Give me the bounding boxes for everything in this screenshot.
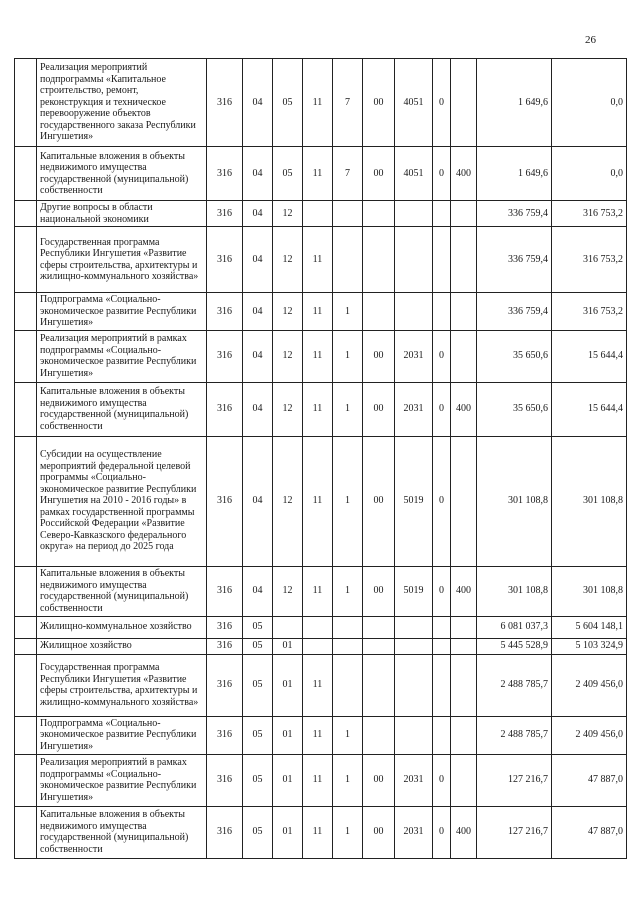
code-cell-c9 (451, 638, 477, 654)
code-cell-c8: 0 (433, 382, 451, 436)
code-cell-c9: 400 (451, 566, 477, 616)
code-cell-c1: 316 (207, 654, 243, 716)
table-row (15, 806, 627, 858)
code-cell-c6: 00 (363, 382, 395, 436)
row-margin-cell (15, 330, 37, 382)
row-margin-cell (15, 638, 37, 654)
code-cell-c6: 00 (363, 330, 395, 382)
code-cell-c2: 05 (243, 754, 273, 806)
table-row (15, 566, 627, 616)
row-name: Подпрограмма «Социально-экономическое развитие Республики Ингушетия» (37, 293, 207, 331)
code-cell-c6: 00 (363, 806, 395, 858)
code-cell-c1: 316 (207, 59, 243, 147)
row-name: Реализация мероприятий в рамках подпрограммы «Социально-экономическое развитие Республики Ингушетия» (37, 754, 207, 806)
code-cell-c5: 1 (333, 806, 363, 858)
code-cell-c7 (395, 616, 433, 638)
row-name: Капитальные вложения в объекты недвижимого имущества государственной (муниципальной) собственности (37, 806, 207, 858)
code-cell-c8 (433, 201, 451, 227)
row-name: Жилищно-коммунальное хозяйство (37, 616, 207, 638)
code-cell-c5 (333, 654, 363, 716)
row-margin-cell (15, 436, 37, 566)
amount-year-1: 1 649,6 (477, 59, 552, 147)
amount-year-1: 35 650,6 (477, 382, 552, 436)
code-cell-c7 (395, 654, 433, 716)
code-cell-c1: 316 (207, 436, 243, 566)
code-cell-c7: 2031 (395, 382, 433, 436)
amount-year-2: 47 887,0 (552, 754, 627, 806)
code-cell-c6 (363, 293, 395, 331)
amount-year-2: 15 644,4 (552, 330, 627, 382)
page-number: 26 (585, 34, 596, 46)
code-cell-c7 (395, 293, 433, 331)
table-row (15, 293, 627, 331)
table-row (15, 616, 627, 638)
row-margin-cell (15, 201, 37, 227)
amount-year-1: 301 108,8 (477, 436, 552, 566)
row-margin-cell (15, 566, 37, 616)
code-cell-c8 (433, 638, 451, 654)
table-row (15, 201, 627, 227)
code-cell-c8 (433, 716, 451, 754)
code-cell-c9: 400 (451, 382, 477, 436)
row-margin-cell (15, 654, 37, 716)
code-cell-c7: 2031 (395, 754, 433, 806)
code-cell-c4: 11 (303, 716, 333, 754)
code-cell-c5: 1 (333, 330, 363, 382)
row-margin-cell (15, 382, 37, 436)
code-cell-c5 (333, 227, 363, 293)
code-cell-c1: 316 (207, 806, 243, 858)
amount-year-1: 127 216,7 (477, 806, 552, 858)
row-margin-cell (15, 227, 37, 293)
code-cell-c3: 12 (273, 227, 303, 293)
code-cell-c5: 1 (333, 293, 363, 331)
amount-year-1: 5 445 528,9 (477, 638, 552, 654)
code-cell-c7: 2031 (395, 806, 433, 858)
code-cell-c3: 12 (273, 330, 303, 382)
code-cell-c5: 1 (333, 436, 363, 566)
code-cell-c2: 05 (243, 654, 273, 716)
code-cell-c7: 5019 (395, 566, 433, 616)
table-row (15, 330, 627, 382)
code-cell-c7: 5019 (395, 436, 433, 566)
amount-year-2: 0,0 (552, 147, 627, 201)
code-cell-c1: 316 (207, 201, 243, 227)
code-cell-c2: 05 (243, 716, 273, 754)
code-cell-c6 (363, 616, 395, 638)
table-row (15, 654, 627, 716)
budget-table (14, 58, 627, 859)
amount-year-2: 0,0 (552, 59, 627, 147)
code-cell-c4 (303, 638, 333, 654)
amount-year-2: 316 753,2 (552, 227, 627, 293)
code-cell-c5: 1 (333, 754, 363, 806)
code-cell-c3: 12 (273, 436, 303, 566)
code-cell-c8 (433, 616, 451, 638)
code-cell-c4: 11 (303, 382, 333, 436)
row-name: Государственная программа Республики Ингушетия «Развитие сферы строительства, архитектуры и жилищно-коммунального хозяйства» (37, 227, 207, 293)
amount-year-1: 1 649,6 (477, 147, 552, 201)
amount-year-1: 301 108,8 (477, 566, 552, 616)
code-cell-c9 (451, 716, 477, 754)
table-row (15, 716, 627, 754)
code-cell-c1: 316 (207, 616, 243, 638)
amount-year-2: 301 108,8 (552, 566, 627, 616)
code-cell-c3: 01 (273, 638, 303, 654)
code-cell-c2: 04 (243, 330, 273, 382)
code-cell-c9 (451, 754, 477, 806)
code-cell-c2: 04 (243, 147, 273, 201)
code-cell-c7: 2031 (395, 330, 433, 382)
row-margin-cell (15, 616, 37, 638)
row-name: Жилищное хозяйство (37, 638, 207, 654)
code-cell-c7 (395, 716, 433, 754)
code-cell-c3 (273, 616, 303, 638)
code-cell-c2: 04 (243, 382, 273, 436)
code-cell-c1: 316 (207, 754, 243, 806)
code-cell-c7: 4051 (395, 147, 433, 201)
code-cell-c3: 12 (273, 566, 303, 616)
table-row (15, 147, 627, 201)
code-cell-c2: 04 (243, 59, 273, 147)
code-cell-c9 (451, 436, 477, 566)
code-cell-c4: 11 (303, 754, 333, 806)
code-cell-c6 (363, 638, 395, 654)
code-cell-c8: 0 (433, 330, 451, 382)
row-margin-cell (15, 754, 37, 806)
code-cell-c3: 01 (273, 754, 303, 806)
amount-year-1: 336 759,4 (477, 227, 552, 293)
amount-year-1: 35 650,6 (477, 330, 552, 382)
row-margin-cell (15, 716, 37, 754)
code-cell-c5: 1 (333, 716, 363, 754)
code-cell-c5 (333, 638, 363, 654)
amount-year-1: 2 488 785,7 (477, 654, 552, 716)
amount-year-2: 47 887,0 (552, 806, 627, 858)
table-row (15, 227, 627, 293)
amount-year-2: 2 409 456,0 (552, 716, 627, 754)
amount-year-1: 336 759,4 (477, 293, 552, 331)
code-cell-c8: 0 (433, 436, 451, 566)
table-row (15, 59, 627, 147)
code-cell-c2: 04 (243, 436, 273, 566)
row-name: Реализация мероприятий подпрограммы «Капитальное строительство, ремонт, реконструкция и техническое перевооружение объектов государственного заказа Республики Ингушетия» (37, 59, 207, 147)
amount-year-2: 316 753,2 (552, 293, 627, 331)
code-cell-c5: 7 (333, 147, 363, 201)
code-cell-c4 (303, 201, 333, 227)
code-cell-c8: 0 (433, 566, 451, 616)
amount-year-2: 15 644,4 (552, 382, 627, 436)
table-row (15, 754, 627, 806)
code-cell-c4: 11 (303, 806, 333, 858)
row-name: Капитальные вложения в объекты недвижимого имущества государственной (муниципальной) собственности (37, 147, 207, 201)
code-cell-c6 (363, 227, 395, 293)
row-name: Государственная программа Республики Ингушетия «Развитие сферы строительства, архитектуры и жилищно-коммунального хозяйства» (37, 654, 207, 716)
row-name: Реализация мероприятий в рамках подпрограммы «Социально-экономическое развитие Республики Ингушетия» (37, 330, 207, 382)
code-cell-c7 (395, 638, 433, 654)
code-cell-c3: 01 (273, 806, 303, 858)
amount-year-2: 316 753,2 (552, 201, 627, 227)
code-cell-c6 (363, 716, 395, 754)
code-cell-c1: 316 (207, 147, 243, 201)
code-cell-c5: 1 (333, 382, 363, 436)
row-name: Капитальные вложения в объекты недвижимого имущества государственной (муниципальной) собственности (37, 566, 207, 616)
code-cell-c4: 11 (303, 436, 333, 566)
code-cell-c6 (363, 201, 395, 227)
code-cell-c2: 05 (243, 638, 273, 654)
code-cell-c3: 01 (273, 716, 303, 754)
code-cell-c8 (433, 227, 451, 293)
amount-year-1: 6 081 037,3 (477, 616, 552, 638)
row-name: Субсидии на осуществление мероприятий федеральной целевой программы «Социально-экономическое развитие Республики Ингушетия на 2010 - 2016 годы» в рамках государственной программы Российской Федерации «Развитие Северо-Кавказского федерального округа» на период до 2025 года (37, 436, 207, 566)
code-cell-c9 (451, 654, 477, 716)
code-cell-c1: 316 (207, 330, 243, 382)
code-cell-c4: 11 (303, 330, 333, 382)
code-cell-c5: 7 (333, 59, 363, 147)
row-margin-cell (15, 806, 37, 858)
amount-year-1: 2 488 785,7 (477, 716, 552, 754)
code-cell-c3: 05 (273, 59, 303, 147)
amount-year-2: 5 604 148,1 (552, 616, 627, 638)
code-cell-c2: 04 (243, 201, 273, 227)
code-cell-c2: 04 (243, 227, 273, 293)
code-cell-c6: 00 (363, 59, 395, 147)
code-cell-c4: 11 (303, 654, 333, 716)
code-cell-c4: 11 (303, 59, 333, 147)
amount-year-1: 336 759,4 (477, 201, 552, 227)
code-cell-c6: 00 (363, 147, 395, 201)
code-cell-c9 (451, 293, 477, 331)
row-name: Капитальные вложения в объекты недвижимого имущества государственной (муниципальной) собственности (37, 382, 207, 436)
code-cell-c4: 11 (303, 293, 333, 331)
code-cell-c1: 316 (207, 227, 243, 293)
code-cell-c8 (433, 654, 451, 716)
code-cell-c6: 00 (363, 436, 395, 566)
row-name: Подпрограмма «Социально-экономическое развитие Республики Ингушетия» (37, 716, 207, 754)
code-cell-c6: 00 (363, 566, 395, 616)
amount-year-1: 127 216,7 (477, 754, 552, 806)
code-cell-c1: 316 (207, 293, 243, 331)
code-cell-c3: 12 (273, 201, 303, 227)
code-cell-c9 (451, 330, 477, 382)
code-cell-c3: 05 (273, 147, 303, 201)
amount-year-2: 5 103 324,9 (552, 638, 627, 654)
code-cell-c8: 0 (433, 806, 451, 858)
code-cell-c5 (333, 616, 363, 638)
code-cell-c8: 0 (433, 754, 451, 806)
code-cell-c9: 400 (451, 147, 477, 201)
code-cell-c2: 05 (243, 616, 273, 638)
code-cell-c9 (451, 59, 477, 147)
code-cell-c9 (451, 227, 477, 293)
code-cell-c6 (363, 654, 395, 716)
table-row (15, 638, 627, 654)
row-name: Другие вопросы в области национальной экономики (37, 201, 207, 227)
code-cell-c8: 0 (433, 147, 451, 201)
row-margin-cell (15, 59, 37, 147)
code-cell-c4 (303, 616, 333, 638)
code-cell-c8: 0 (433, 59, 451, 147)
code-cell-c4: 11 (303, 566, 333, 616)
code-cell-c9 (451, 201, 477, 227)
code-cell-c7: 4051 (395, 59, 433, 147)
code-cell-c2: 04 (243, 293, 273, 331)
code-cell-c3: 12 (273, 382, 303, 436)
code-cell-c1: 316 (207, 566, 243, 616)
code-cell-c1: 316 (207, 716, 243, 754)
code-cell-c4: 11 (303, 227, 333, 293)
code-cell-c7 (395, 227, 433, 293)
row-margin-cell (15, 293, 37, 331)
amount-year-2: 2 409 456,0 (552, 654, 627, 716)
code-cell-c8 (433, 293, 451, 331)
code-cell-c3: 01 (273, 654, 303, 716)
code-cell-c2: 04 (243, 566, 273, 616)
code-cell-c3: 12 (273, 293, 303, 331)
table-row (15, 382, 627, 436)
code-cell-c9 (451, 616, 477, 638)
code-cell-c1: 316 (207, 638, 243, 654)
code-cell-c4: 11 (303, 147, 333, 201)
table-row (15, 436, 627, 566)
code-cell-c1: 316 (207, 382, 243, 436)
code-cell-c7 (395, 201, 433, 227)
row-margin-cell (15, 147, 37, 201)
amount-year-2: 301 108,8 (552, 436, 627, 566)
code-cell-c5 (333, 201, 363, 227)
code-cell-c5: 1 (333, 566, 363, 616)
code-cell-c9: 400 (451, 806, 477, 858)
code-cell-c2: 05 (243, 806, 273, 858)
code-cell-c6: 00 (363, 754, 395, 806)
